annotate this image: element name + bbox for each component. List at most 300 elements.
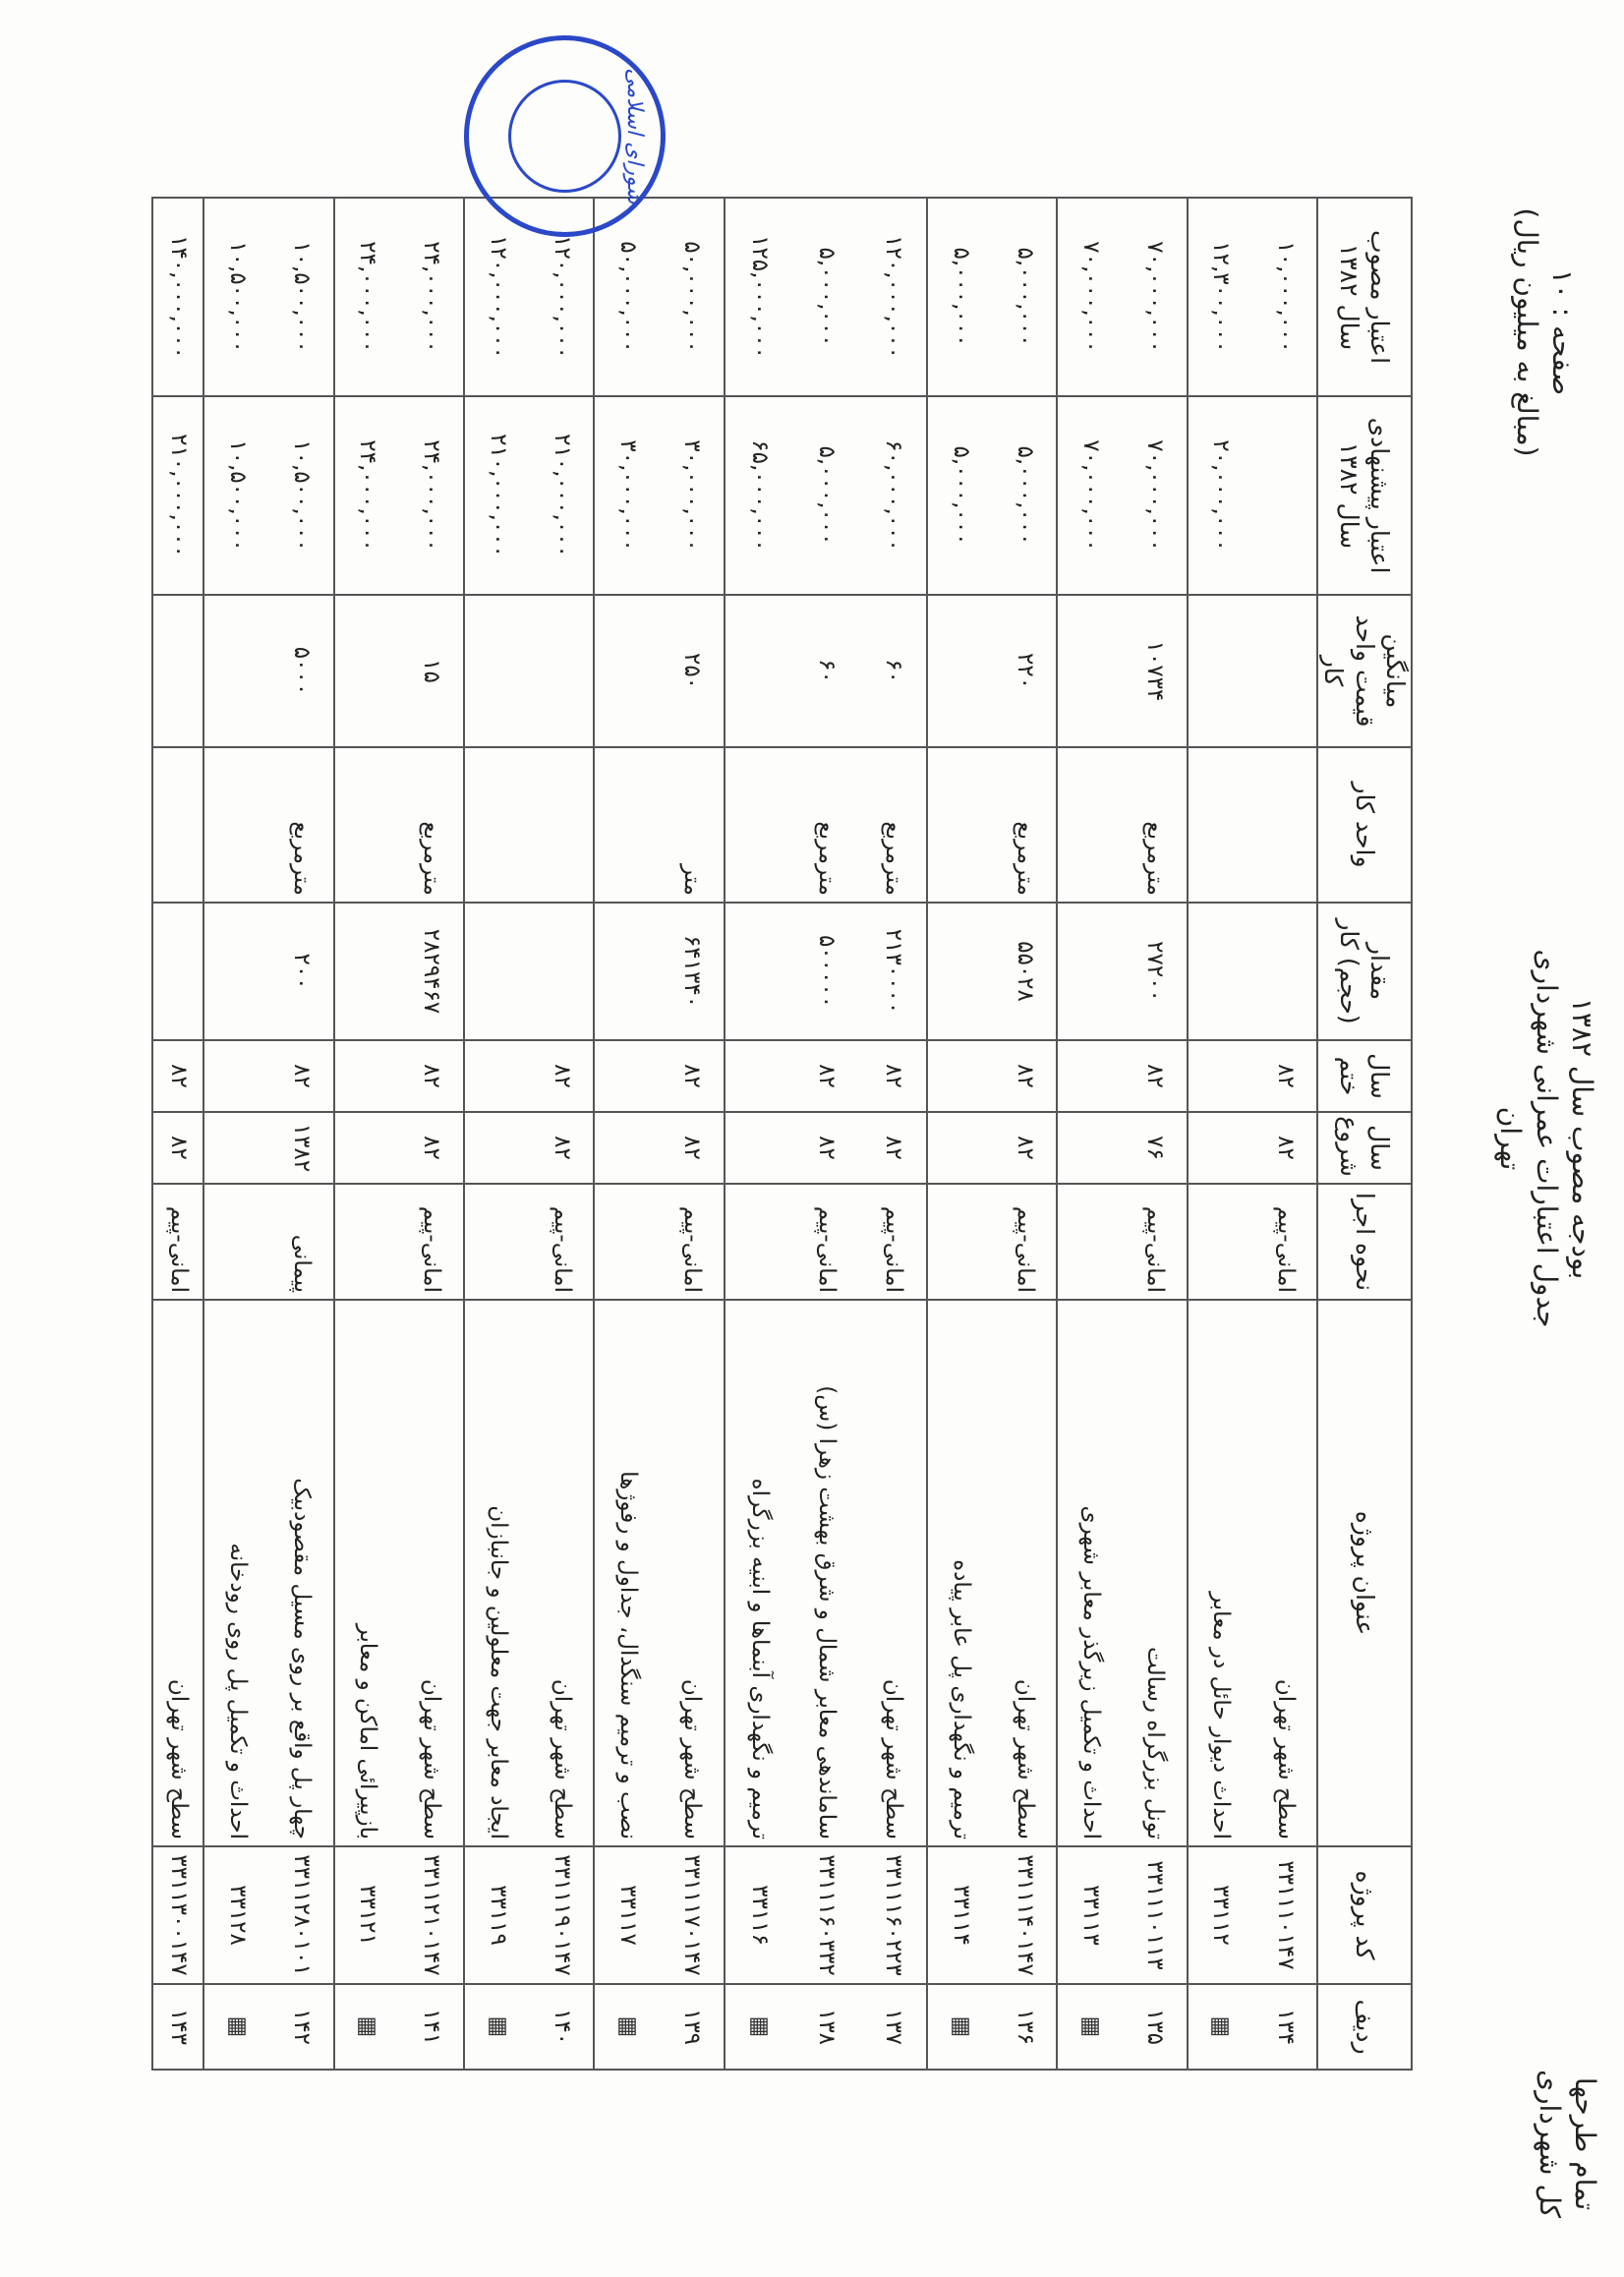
end-value: ۸۲ [549,1064,575,1088]
cell-end-lines [1058,1047,1186,1105]
cell-avg [203,595,333,747]
cell-row [334,1984,464,2070]
approved-value: ۷۰,۰۰۰,۰۰۰ [1142,241,1169,353]
cell-unit-lines [335,754,463,896]
start-value [223,1119,251,1177]
code-value: ۳۳۱۱۱۷۰۱۴۷ [679,1854,706,1976]
cell-title [1188,1300,1317,1846]
proposed-value: ۷۰,۰۰۰,۰۰۰ [1078,439,1105,552]
code-value: ۳۳۱۱۳ [1078,1885,1105,1946]
proposed-value: ۲۴,۰۰۰,۰۰۰ [355,439,381,552]
avg-value [613,602,641,740]
cell-approved-lines [153,204,203,389]
code-value: ۳۳۱۱۱۴۰۱۴۷ [1012,1854,1038,1976]
cell-unit [594,747,724,903]
row-marker-icon: ▦ [355,2015,381,2038]
cell-method [334,1184,464,1300]
cell-unit [927,747,1057,903]
cell-unit [1188,747,1317,903]
col-start: سال شروع [1317,1112,1412,1184]
cell-qty [1057,903,1187,1040]
cell-proposed [725,396,927,595]
start-value: ۸۲ [419,1136,445,1160]
qty-value: ۲۷۲۰۰ [1142,941,1169,1002]
start-value: ۸۲ [679,1136,706,1160]
cell-unit [334,747,464,903]
cell-title-lines [595,1307,723,1839]
proposed-value: ۱۰,۵۰۰,۰۰۰ [224,439,251,552]
method-value: امانی-پیم [1272,1205,1299,1293]
cell-start [464,1112,594,1184]
cell-start-lines [725,1119,926,1177]
unit-value [353,754,380,896]
cell-approved [1188,198,1317,396]
qty-value [484,909,511,1033]
cell-qty [1188,903,1317,1040]
end-value: ۸۲ [166,1064,193,1088]
cell-start-lines [1058,1119,1186,1177]
cell-start-lines [928,1119,1056,1177]
cell-end [203,1040,333,1112]
cell-method-lines [595,1191,723,1293]
row-value: ۱۴۱ [419,2008,445,2046]
cell-approved [203,198,333,396]
cell-method-lines [204,1191,332,1293]
cell-method-lines [153,1191,203,1293]
cell-method [1057,1184,1187,1300]
stamp-text: شورای اسلامی [622,68,647,204]
cell-row-lines [335,1991,463,2063]
start-value [947,1119,974,1177]
cell-code-lines [595,1853,723,1977]
cell-avg-lines [153,602,203,740]
method-value: امانی-پیم [1142,1205,1169,1293]
cell-unit [1057,747,1187,903]
unit-value [1271,754,1299,896]
cell-code-lines [928,1853,1056,1977]
title-value: ترمیم و نگهداری پل عابر پیاده [948,1559,974,1839]
method-value [947,1191,974,1293]
cell-method [725,1184,927,1300]
cell-title-lines [1058,1307,1186,1839]
end-value [1076,1047,1104,1105]
end-value: ۸۲ [419,1064,445,1088]
code-value: ۳۳۱۱۹ [485,1885,511,1946]
avg-value [947,602,974,740]
cell-proposed [464,396,594,595]
code-value: ۳۳۱۲۱ [355,1885,381,1946]
end-value [947,1047,974,1105]
start-value: ۸۲ [1012,1136,1038,1160]
start-value [745,1119,773,1177]
start-value: ۸۲ [1272,1136,1299,1160]
cell-approved-lines [725,204,926,389]
qty-value: ۲۰۰ [289,953,315,990]
proposed-value: ۵,۰۰۰,۰۰۰ [813,445,840,546]
method-value: امانی-پیم [419,1205,445,1293]
cell-row-lines [725,1991,926,2063]
cell-unit-lines [153,754,203,896]
row-marker-icon: ▦ [615,2015,642,2038]
cell-title-lines [153,1307,203,1839]
unit-value [548,754,575,896]
cell-end [1057,1040,1187,1112]
method-value [745,1191,773,1293]
cell-avg [464,595,594,747]
cell-qty-lines [928,909,1056,1033]
unit-value [947,754,974,896]
cell-qty-lines [1189,909,1316,1033]
table-row [1188,198,1317,2070]
proposed-value: ۵,۰۰۰,۰۰۰ [1012,445,1038,546]
approved-value: ۵,۰۰۰,۰۰۰ [948,247,974,347]
cell-method [464,1184,594,1300]
cell-method-lines [465,1191,593,1293]
avg-value [223,602,251,740]
avg-value: ۱۰۷۳۴ [1142,640,1169,702]
qty-value [548,909,575,1033]
cell-start-lines [1189,1119,1316,1177]
cell-avg-lines [465,602,593,740]
cell-avg [334,595,464,747]
end-value: ۸۲ [1272,1064,1299,1088]
approved-value: ۵,۰۰۰,۰۰۰ [1012,247,1038,347]
avg-value [1076,602,1104,740]
cell-proposed-lines [725,403,926,588]
cell-unit-lines [204,754,332,896]
cell-qty-lines [335,909,463,1033]
col-row: ردیف [1317,1984,1412,2070]
cell-unit-lines [465,754,593,896]
cell-approved-lines [335,204,463,389]
end-value: ۸۲ [1142,1064,1169,1088]
table-row [464,198,594,2070]
cell-code [725,1846,927,1984]
cell-start-lines [153,1119,203,1177]
avg-value: ۶۰ [813,659,840,683]
cell-approved-lines [595,204,723,389]
col-method: نحوه اجرا [1317,1184,1412,1300]
cell-qty-lines [725,909,926,1033]
cell-avg [594,595,724,747]
proposed-value: ۷۰,۰۰۰,۰۰۰ [1142,439,1169,552]
cell-row-lines [1058,1991,1186,2063]
cell-proposed [1188,396,1317,595]
cell-approved [594,198,724,396]
cell-qty-lines [153,909,203,1033]
cell-row-lines [928,1991,1056,2063]
cell-approved [1057,198,1187,396]
cell-unit [152,747,203,903]
cell-unit-lines [1058,754,1186,896]
approved-value: ۱۲۰,۰۰۰,۰۰۰ [485,235,511,359]
row-marker-icon: ▦ [746,2015,773,2038]
cell-start [334,1112,464,1184]
stamp-inner-ring [508,80,621,193]
row-marker-icon: ▦ [1078,2015,1105,2038]
row-marker-icon: ▦ [1208,2015,1235,2038]
cell-proposed [927,396,1057,595]
proposed-value: ۲۱۰,۰۰۰,۰۰۰ [485,434,511,557]
cell-end-lines [595,1047,723,1105]
row-value: ۱۴۰ [549,2008,575,2046]
approved-value: ۵,۰۰۰,۰۰۰ [813,247,840,347]
cell-title-lines [335,1307,463,1839]
title-value: سطح شهر تهران [881,1678,906,1839]
cell-method-lines [725,1191,926,1293]
page-number: صفحه : ۱۰ (مبالغ به میلیون ریال) [1510,207,1579,457]
approved-value: ۱۰,۵۰۰,۰۰۰ [289,241,315,353]
method-value [353,1191,380,1293]
proposed-value: ۵,۰۰۰,۰۰۰ [948,445,974,546]
col-approved: اعتبار مصوب سال ۱۳۸۲ [1317,198,1412,396]
unit-value: مترمربع [1142,821,1169,896]
cell-avg-lines [595,602,723,740]
title-value: ایجاد معابر جهت معلولین و جانبازان [485,1505,511,1839]
cell-end-lines [335,1047,463,1105]
cell-approved [152,198,203,396]
table-row [152,198,203,2070]
cell-approved-lines [204,204,332,389]
avg-value [484,602,511,740]
proposed-value: ۲۴,۰۰۰,۰۰۰ [419,439,445,552]
cell-qty [203,903,333,1040]
approved-value: ۵۰,۰۰۰,۰۰۰ [679,241,706,353]
cell-row [1057,1984,1187,2070]
cell-start-lines [204,1119,332,1177]
code-value: ۳۳۱۱۱۶۰۲۲۳ [881,1854,906,1976]
cell-title-lines [204,1307,332,1839]
cell-code [152,1846,203,1984]
cell-end-lines [928,1047,1056,1105]
cell-avg-lines [725,602,926,740]
cell-approved [927,198,1057,396]
cell-row [464,1984,594,2070]
cell-approved-lines [1189,204,1316,389]
cell-title [725,1300,927,1846]
code-value: ۳۳۱۱۴ [948,1885,974,1946]
proposed-value: ۶۰,۰۰۰,۰۰۰ [881,439,906,552]
title-value: سطح شهر تهران [1012,1678,1038,1839]
row-value: ۱۳۶ [1012,2008,1038,2046]
cell-proposed-lines [335,403,463,588]
code-value: ۳۳۱۱۱۰۱۴۷ [1272,1860,1299,1970]
unit-value [164,754,192,896]
cell-avg-lines [335,602,463,740]
cell-approved [334,198,464,396]
start-value: ۸۲ [813,1136,840,1160]
proposed-value: ۶۵,۰۰۰,۰۰۰ [746,439,773,552]
cell-end [594,1040,724,1112]
avg-value: ۲۵۰ [679,652,706,690]
cell-row [1188,1984,1317,2070]
start-value [613,1119,641,1177]
title-value: نصب و ترمیم سنگدال، جداول و رفوژها [615,1471,642,1839]
cell-end [152,1040,203,1112]
cell-code [203,1846,333,1984]
unit-value [613,754,641,896]
cell-row-lines [465,1991,593,2063]
avg-value [1206,602,1234,740]
end-value: ۸۲ [813,1064,840,1088]
cell-end [334,1040,464,1112]
unit-value: مترمربع [881,821,906,896]
col-proposed: اعتبار پیشنهادی سال ۱۳۸۲ [1317,396,1412,595]
cell-start [1057,1112,1187,1184]
approved-value: ۱۲,۳۰۰,۰۰۰ [1208,241,1235,353]
cell-code [927,1846,1057,1984]
table-row [927,198,1057,2070]
cell-row [152,1984,203,2070]
cell-qty [927,903,1057,1040]
cell-row-lines [153,1991,203,2063]
cell-code-lines [465,1853,593,1977]
proposed-value: ۳۰,۰۰۰,۰۰۰ [615,439,642,552]
code-value: ۳۳۱۱۳۰۰۱۴۷ [166,1854,193,1976]
cell-unit-lines [1189,754,1316,896]
col-unit: واحد کار [1317,747,1412,903]
title-value: احداث دیوار حائل در معابر [1208,1592,1235,1839]
cell-code [464,1846,594,1984]
cell-approved-lines [1058,204,1186,389]
qty-value [353,909,380,1033]
title-value: سطح شهر تهران [549,1678,575,1839]
method-value [484,1191,511,1293]
avg-value [164,602,192,740]
avg-value [1271,602,1299,740]
end-value [613,1047,641,1105]
unit-value [745,754,773,896]
cell-avg-lines [1189,602,1316,740]
cell-code [1188,1846,1317,1984]
method-value: امانی-پیم [679,1205,706,1293]
method-value: پیمانی [289,1234,315,1293]
cell-proposed-lines [204,403,332,588]
official-stamp [464,35,666,237]
table-row [725,198,927,2070]
cell-qty [152,903,203,1040]
budget-table [151,197,1413,2071]
row-value: ۱۴۲ [289,2008,315,2046]
row-value: ۱۴۳ [166,2008,193,2046]
row-marker-icon: ▦ [224,2015,251,2038]
qty-value: ۲۱۳۰۰۰۰ [881,928,906,1015]
row-marker-icon: ▦ [948,2015,974,2038]
code-value: ۳۳۱۱۱۶۰۳۳۲ [813,1854,840,1976]
cell-code-lines [204,1853,332,1977]
table-row [1057,198,1187,2070]
cell-avg [152,595,203,747]
code-value: ۳۳۱۲۸ [224,1885,251,1946]
qty-value: ۶۴۱۳۴۰ [679,934,706,1009]
avg-value [353,602,380,740]
cell-code [1057,1846,1187,1984]
cell-title [927,1300,1057,1846]
qty-value [613,909,641,1033]
unit-value [484,754,511,896]
end-value [745,1047,773,1105]
cell-approved-lines [928,204,1056,389]
cell-method-lines [928,1191,1056,1293]
qty-value: ۵۵۰۲۸ [1012,941,1038,1002]
cell-start [725,1112,927,1184]
proposed-value: ۲۰,۰۰۰,۰۰۰ [1208,439,1235,552]
cell-approved [725,198,927,396]
title-value: ترمیم و نگهداری آبنماها و ابنیه بزرگراه [746,1478,773,1839]
approved-value: ۲۴,۰۰۰,۰۰۰ [355,241,381,353]
cell-avg-lines [204,602,332,740]
cell-title [203,1300,333,1846]
end-value: ۸۲ [289,1064,315,1088]
cell-proposed [203,396,333,595]
proposed-value: ۱۰,۵۰۰,۰۰۰ [289,439,315,552]
cell-title [152,1300,203,1846]
avg-value [745,602,773,740]
qty-value: ۵۰۰۰۰۰ [813,934,840,1009]
cell-method [1188,1184,1317,1300]
cell-row-lines [204,1991,332,2063]
cell-end-lines [1189,1047,1316,1105]
start-value [484,1119,511,1177]
cell-unit [725,747,927,903]
end-value: ۸۲ [881,1064,906,1088]
avg-value: ۵۰۰۰ [289,646,315,696]
cell-proposed [152,396,203,595]
cell-avg [725,595,927,747]
col-title: عنوان پروژه [1317,1300,1412,1846]
method-value [223,1191,251,1293]
cell-row [927,1984,1057,2070]
title-value: سطح شهر تهران [166,1678,193,1839]
method-value: امانی-پیم [549,1205,575,1293]
cell-row-lines [595,1991,723,2063]
approved-value: ۱۲۵,۰۰۰,۰۰۰ [746,235,773,359]
start-value: ۱۳۸۲ [289,1123,315,1173]
cell-avg [1188,595,1317,747]
qty-value [164,909,192,1033]
row-value: ۱۳۹ [679,2008,706,2046]
cell-qty [464,903,594,1040]
cell-avg-lines [1058,602,1186,740]
col-end: سال ختم [1317,1040,1412,1112]
start-value [1076,1119,1104,1177]
cell-qty-lines [204,909,332,1033]
start-value: ۸۲ [881,1136,906,1160]
end-value [1206,1047,1234,1105]
approved-value: ۱۰,۵۰۰,۰۰۰ [224,241,251,353]
cell-title-lines [465,1307,593,1839]
cell-title [1057,1300,1187,1846]
cell-row-lines [1189,1991,1316,2063]
unit-value [1206,754,1234,896]
start-value: ۷۶ [1142,1136,1169,1160]
code-value: ۳۳۱۱۱۹۰۱۴۷ [549,1854,575,1976]
cell-avg [1057,595,1187,747]
qty-value [745,909,773,1033]
cell-qty [334,903,464,1040]
row-value: ۱۳۷ [881,2008,906,2046]
cell-qty-lines [595,909,723,1033]
method-value [613,1191,641,1293]
title-value: چهار پل واقع بر روی مسیل مقصودبیک [289,1478,315,1839]
proposed-value: ۲۱۰,۰۰۰,۰۰۰ [549,434,575,557]
row-value: ۱۳۵ [1142,2008,1169,2046]
cell-start [152,1112,203,1184]
col-code: کد پروژه [1317,1846,1412,1984]
qty-value: ۲۸۲۹۴۶۷ [419,928,445,1015]
method-value [1076,1191,1104,1293]
method-value: امانی-پیم [881,1205,906,1293]
